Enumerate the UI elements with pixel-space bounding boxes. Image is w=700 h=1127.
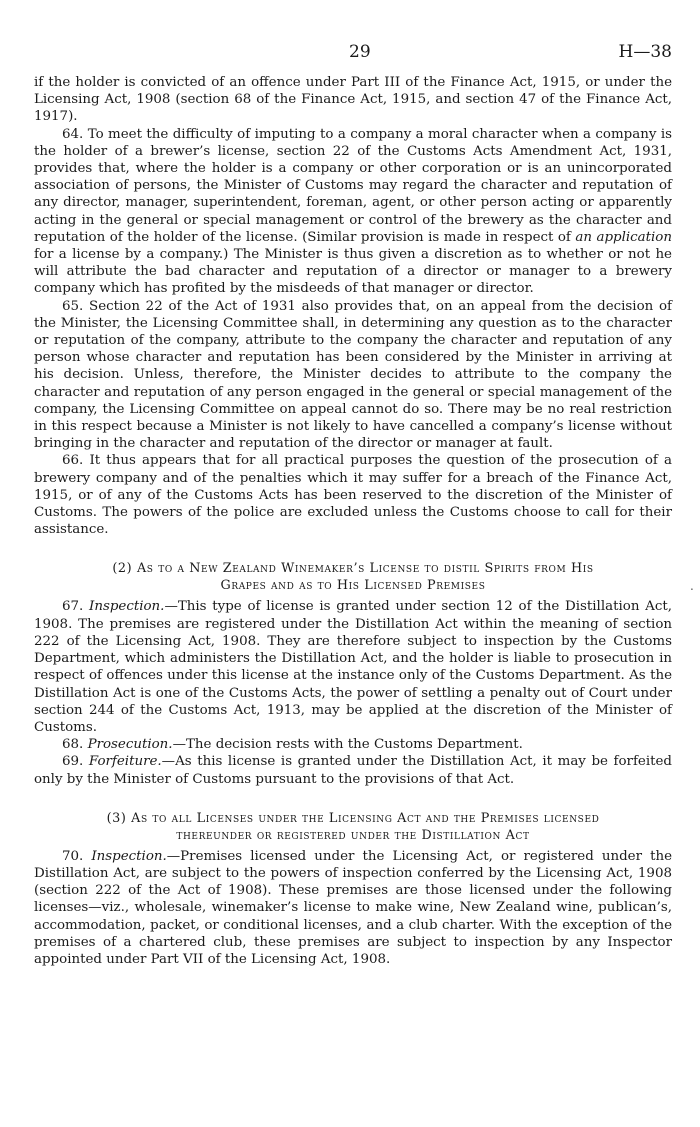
section-heading-2-line-2: Grapes and as to His Licensed Premises xyxy=(220,578,486,594)
page-number: 29 xyxy=(349,42,371,62)
paragraph-70-text: —Premises licensed under the Licensing Act, or registered under the Distillation Act, are subject to the powers of inspection conferred by the Licensing Act, 1908 (section 222 of the Act of 1908). These premises are those licensed under the following licenses—viz., wholesale, winemaker’s license to make wine, New Zealand wine, publican’s, accommodation, packet, or conditional licenses, and a club charter. With the exception of the premises of a chartered club, these premises are subject to inspection by any Inspector appointed under Part VII of the Licensing Act, 1908. xyxy=(34,848,672,967)
paragraph-68-text: —The decision rests with the Customs Department. xyxy=(172,737,523,753)
paragraph-64-text-a: 64. To meet the difficulty of imputing to a company a moral character when a company is the holder of a brewer’s license, section 22 of the Customs Acts Amendment Act, 1931, provides that, where the holder is a company or other corporation or is an unincorporated association of persons, the Minister of Customs may regard the character and reputation of any director, manager, superintendent, foreman, agent, or other person acting or apparently acting in the general or special management or control of the brewery as the character and reputation of the holder of the license. (Similar provision is made in respect of xyxy=(34,126,672,245)
section-heading-3-line-2: thereunder or registered under the Distillation Act xyxy=(176,827,530,843)
paragraph-continued: if the holder is convicted of an offence under Part III of the Finance Act, 1915, or under the Licensing Act, 1908 (section 68 of the Finance Act, 1915, and section 47 of the Finance Act, 1917). xyxy=(34,75,672,125)
paragraph-67-number: 67. xyxy=(62,599,90,615)
paragraph-67-text: —This type of license is granted under section 12 of the Distillation Act, 1908. The premises are registered under the Distillation Act within the meaning of section 222 of the Licensing Act, 1908. They are therefore subject to inspection by the Customs Department, which administers the Distillation Act, and the holder is liable to prosecution in respect of offences under this license at the instance only of the Customs Department. As the Distillation Act is one of the Customs Acts, the power of settling a penalty out of Court under section 244 of the Customs Act, 1913, may be applied at the discretion of the Minister of Customs. xyxy=(34,599,672,735)
paragraph-67 xyxy=(34,598,672,736)
paragraph-69-side-heading: Forfeiture. xyxy=(88,754,162,770)
paragraph-64-italic: an application xyxy=(575,229,672,245)
paragraph-69-number: 69. xyxy=(62,754,89,770)
paragraph-69-text: —As this license is granted under the Distillation Act, it may be forfeited only by the Minister of Customs pursuant to the provisions of that Act. xyxy=(34,754,672,787)
paragraph-66: 66. It thus appears that for all practical purposes the question of the prosecution of a brewery company and of the penalties which it may suffer for a breach of the Finance Act, 1915, or of any of the Customs Acts has been reserved to the discretion of the Minister of Customs. The powers of the police are excluded unless the Customs choose to call for their assistance. xyxy=(34,453,672,538)
paragraph-70 xyxy=(34,848,672,968)
document-reference: H—38 xyxy=(618,42,672,62)
section-heading-2-line-1: (2) As to a New Zealand Winemaker’s License to distil Spirits from His xyxy=(112,561,594,577)
paragraph-64-text-b: for a license by a company.) The Minister is thus given a discretion as to whether or not he will attribute the bad character and reputation of a director or manager to a brewery company which has profited by the misdeeds of that manager or director. xyxy=(34,247,672,297)
paragraph-64 xyxy=(34,126,672,298)
paragraph-65: 65. Section 22 of the Act of 1931 also provides that, on an appeal from the decision of the Minister, the Licensing Committee shall, in determining any question as to the character or reputation of the company, attribute to the company the character and reputation of any person whose character and reputation has been considered by the Minister in arriving at his decision. Unless, therefore, the Minister decides to attribute to the company the character and reputation of any person engaged in the general or special management of the company, the Licensing Committee on appeal cannot do so. There may be no real restriction in this respect because a Minister is not likely to have cancelled a company’s license without bringing in the character and reputation of the director or manager at fault. xyxy=(34,298,672,452)
paragraph-70-side-heading: Inspection. xyxy=(91,848,167,864)
paragraph-69 xyxy=(34,753,672,787)
section-heading-2 xyxy=(34,560,672,594)
section-heading-3-line-1: (3) As to all Licenses under the Licensing Act and the Premises licensed xyxy=(106,810,600,826)
paragraph-68-number: 68. xyxy=(62,737,88,753)
paragraph-68-side-heading: Prosecution. xyxy=(87,737,173,753)
section-heading-3 xyxy=(34,810,672,844)
margin-mark: . xyxy=(690,579,694,593)
paragraph-70-number: 70. xyxy=(62,848,92,864)
page-header xyxy=(34,42,672,68)
paragraph-68 xyxy=(34,736,672,753)
paragraph-67-side-heading: Inspection. xyxy=(89,599,165,615)
document-page xyxy=(34,42,672,968)
